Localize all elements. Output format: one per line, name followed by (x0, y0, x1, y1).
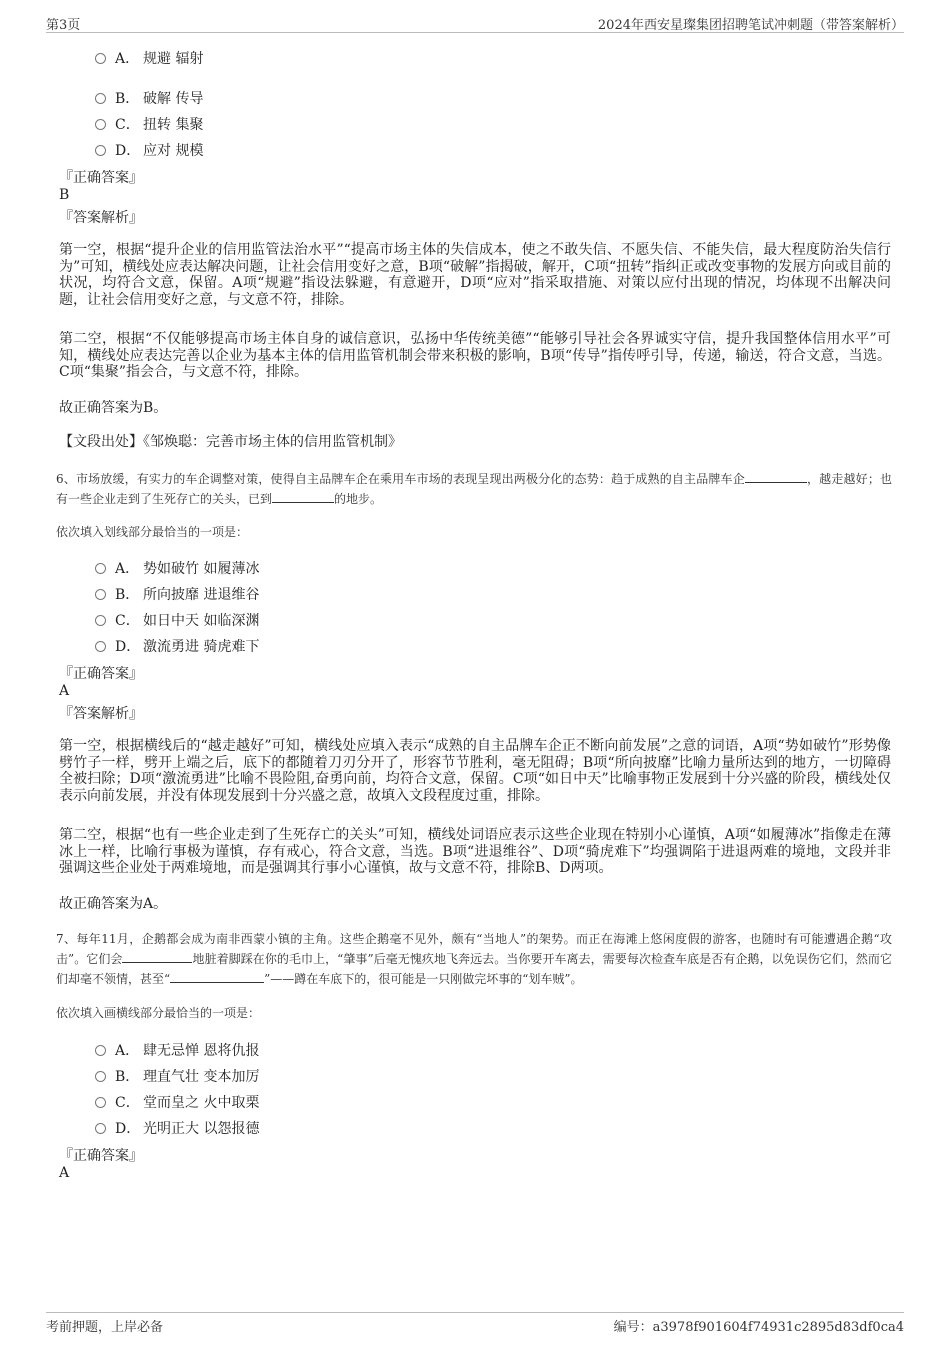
blank-line (745, 470, 807, 483)
q5-source: 【文段出处】《邹焕聪：完善市场主体的信用监管机制》 (59, 434, 402, 450)
radio-icon[interactable] (95, 119, 106, 130)
q6-prompt: 依次填入划线部分最恰当的一项是： (56, 525, 249, 539)
q6-analysis-2: 第二空，根据“也有一些企业走到了生死存亡的关头”可知，横线处词语应表示这些企业现在特别小心谨慎，A项“如履薄冰”指像走在薄冰上一样，比喻行事极为谨慎，存有戒心，符合文意，当选。B项“进退维谷”、D项“骑虎难下”均强调陷于进退两难的境地，文段并非强调这些企业处于两难境地，而是强调其行事小心谨慎，故与文意不符，排除B、D两项。 (59, 827, 891, 876)
blank-line (122, 950, 192, 963)
radio-icon[interactable] (95, 1045, 106, 1056)
q5-option-a[interactable]: A． 规避 辐射 (95, 48, 203, 68)
answer-label: 『正确答案』 (59, 666, 143, 682)
q6-conclusion: 故正确答案为A。 (59, 896, 168, 912)
analysis-label: 『答案解析』 (59, 706, 143, 722)
q6-analysis-1: 第一空，根据横线后的“越走越好”可知，横线处应填入表示“成熟的自主品牌车企正不断向前发展”之意的词语，A项“势如破竹”形势像劈竹子一样，劈开上端之后，底下的都随着刀刃分开了，形容节节胜利，毫无阻碍；B项“所向披靡”比喻力量所达到的地方，一切障碍全被扫除；D项“激流勇进”比喻不畏险阻,奋勇向前，均符合文意，保留。C项“如日中天”比喻事物正发展到十分兴盛的阶段，横线处仅表示向前发展，并没有体现发展到十分兴盛之意，故填入文段程度过重，排除。 (59, 738, 891, 804)
radio-icon[interactable] (95, 641, 106, 652)
radio-icon[interactable] (95, 563, 106, 574)
q6-option-d[interactable]: D． 激流勇进 骑虎难下 (95, 636, 259, 656)
q5-analysis-1: 第一空，根据“提升企业的信用监管法治水平”“提高市场主体的失信成本，使之不敢失信、不愿失信、不能失信，最大程度防治失信行为”可知，横线处应表达解决问题，让社会信用变好之意，B项“破解”指揭破，解开，C项“扭转”指纠正或改变事物的发展方向或目前的状况，均符合文意，保留。A项“规避”指设法躲避，有意避开，D项“应对”指采取措施、对策以应付出现的情况，均体现不出解决问题，让社会信用变好之意，与文意不符，排除。 (59, 242, 891, 308)
radio-icon[interactable] (95, 589, 106, 600)
q7-option-a[interactable]: A． 肆无忌惮 恩将仇报 (95, 1040, 259, 1060)
q7-option-d[interactable]: D． 光明正大 以怨报德 (95, 1118, 259, 1138)
q7-stem: 7、每年11月，企鹅都会成为南非西蒙小镇的主角。这些企鹅毫不见外，颇有“当地人”的架势。而正在海滩上悠闲度假的游客，也随时有可能遭遇企鹅“攻击”。它们会 地脏着脚踩在你的毛巾上，“肇事”后毫无愧疚地飞奔远去。当你要开车离去，需要每次检查车底是否有企鹅，以免误伤它们，然而它们却毫不领情，甚至“ ”——蹲在车底下的，很可能是一只刚做完坏事的“划车贼”。 (56, 932, 892, 986)
radio-icon[interactable] (95, 1097, 106, 1108)
q6-option-b[interactable]: B． 所向披靡 进退维谷 (95, 584, 259, 604)
radio-icon[interactable] (95, 615, 106, 626)
radio-icon[interactable] (95, 1071, 106, 1082)
document-title: 2024年西安星璨集团招聘笔试冲刺题（带答案解析） (597, 18, 904, 33)
q7-option-b[interactable]: B． 理直气壮 变本加厉 (95, 1066, 259, 1086)
radio-icon[interactable] (95, 145, 106, 156)
blank-line (170, 970, 264, 983)
q5-conclusion: 故正确答案为B。 (59, 400, 168, 416)
q7-option-c[interactable]: C． 堂而皇之 火中取栗 (95, 1092, 259, 1112)
q5-answer: B (59, 187, 70, 203)
q5-option-c[interactable]: C． 扭转 集聚 (95, 114, 203, 134)
footer-slogan: 考前押题，上岸必备 (46, 1320, 164, 1335)
answer-label: 『正确答案』 (59, 170, 143, 186)
q6-option-c[interactable]: C． 如日中天 如临深渊 (95, 610, 259, 630)
q5-option-b[interactable]: B． 破解 传导 (95, 88, 203, 108)
q6-answer: A (59, 683, 70, 699)
q5-option-d[interactable]: D． 应对 规模 (95, 140, 203, 160)
document-code: 编号：a3978f901604f74931c2895d83df0ca4 (613, 1320, 904, 1335)
answer-label: 『正确答案』 (59, 1148, 143, 1164)
page-footer (46, 1312, 904, 1335)
q7-prompt: 依次填入画横线部分最恰当的一项是： (56, 1006, 261, 1020)
q6-option-a[interactable]: A． 势如破竹 如履薄冰 (95, 558, 259, 578)
q7-answer: A (59, 1165, 70, 1181)
radio-icon[interactable] (95, 53, 106, 64)
blank-line (272, 490, 334, 503)
q5-analysis-2: 第二空，根据“不仅能够提高市场主体自身的诚信意识，弘扬中华传统美德”“能够引导社会各界诚实守信，提升我国整体信用水平”可知，横线处应表达完善以企业为基本主体的信用监管机制会带来积极的影响，B项“传导”指传呼引导，传递，输送，符合文意，当选。C项“集聚”指会合，与文意不符，排除。 (59, 331, 891, 380)
q6-stem: 6、市场放缓，有实力的车企调整对策，使得自主品牌车企在乘用车市场的表现呈现出两极分化的态势：趋于成熟的自主品牌车企 ，越走越好；也有一些企业走到了生死存亡的关头，已到 的地步。 (56, 472, 892, 506)
page-header (46, 12, 904, 33)
radio-icon[interactable] (95, 93, 106, 104)
analysis-label: 『答案解析』 (59, 210, 143, 226)
radio-icon[interactable] (95, 1123, 106, 1134)
page-number: 第3页 (46, 18, 81, 33)
